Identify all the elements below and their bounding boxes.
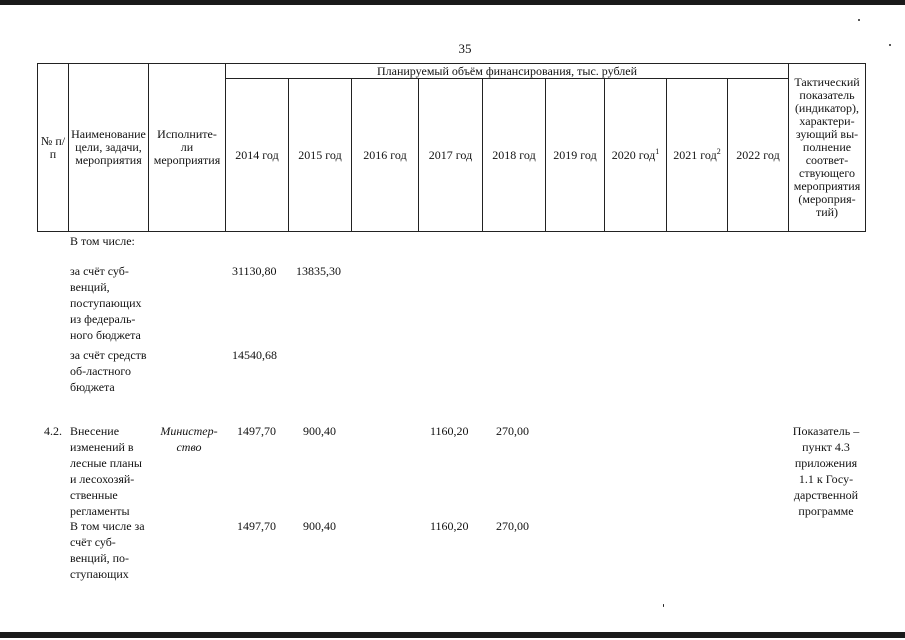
value-2018: 270,00: [496, 519, 529, 533]
header-year-2016: 2016 год: [352, 79, 419, 232]
value-2018: 270,00: [496, 424, 529, 438]
header-year-2019: 2019 год: [546, 79, 605, 232]
row-label-including-subventions: В том числе за счёт суб-венций, по-ступающих: [70, 519, 145, 581]
indicator-text: Показатель – пункт 4.3 приложения 1.1 к Госу-дарственной программе: [792, 424, 860, 518]
row-label-forest-plans: Внесение изменений в лесные планы и лесохозяй-ственные регламенты: [70, 424, 142, 518]
row-label-including: В том числе:: [70, 234, 135, 248]
value-2015: 900,40: [303, 519, 336, 533]
header-col-executor: Исполните-ли мероприятия: [149, 64, 226, 232]
row-label-regional-budget: за счёт средств об-ластного бюджета: [70, 348, 147, 394]
value-2014: 31130,80: [232, 264, 277, 278]
header-year-2020: [605, 79, 667, 232]
scan-speck: [663, 604, 664, 607]
footnote-mark: 2: [716, 146, 721, 156]
value-2015: 13835,30: [296, 264, 341, 278]
top-border-bar: [0, 0, 905, 5]
value-2014: 14540,68: [232, 348, 277, 362]
bottom-border-bar: [0, 632, 905, 638]
executor-ministry: Министер-ство: [160, 424, 218, 454]
header-year-2014: 2014 год: [226, 79, 289, 232]
value-2017: 1160,20: [430, 424, 469, 438]
table-header: [37, 63, 866, 232]
header-year-2021: [667, 79, 728, 232]
scan-speck: [858, 19, 860, 21]
scan-speck: [889, 44, 891, 46]
value-2014: 1497,70: [237, 519, 276, 533]
header-year-2018: 2018 год: [483, 79, 546, 232]
value-2015: 900,40: [303, 424, 336, 438]
header-col-indicator: Тактический показатель (индикатор), характери-зующий вы-полнение соответ-ствующего мероприятия (мероприя-тий): [789, 64, 866, 232]
value-2014: 1497,70: [237, 424, 276, 438]
header-financing-title: Планируемый объём финансирования, тыс. рублей: [226, 64, 789, 79]
value-2017: 1160,20: [430, 519, 469, 533]
year-2021-label: 2021 год: [673, 147, 717, 162]
header-year-2022: 2022 год: [728, 79, 789, 232]
header-col-name: Наименование цели, задачи, мероприятия: [69, 64, 149, 232]
row-number: 4.2.: [44, 424, 62, 438]
header-year-2017: 2017 год: [419, 79, 483, 232]
year-2020-label: 2020 год: [611, 147, 656, 162]
header-year-2015: 2015 год: [289, 79, 352, 232]
row-label-federal-subventions: за счёт суб-венций, поступающих из федераль-ного бюджета: [70, 264, 142, 342]
footnote-mark: 1: [655, 146, 660, 156]
page-number: 35: [458, 41, 472, 56]
header-col-number: № п/п: [38, 64, 69, 232]
